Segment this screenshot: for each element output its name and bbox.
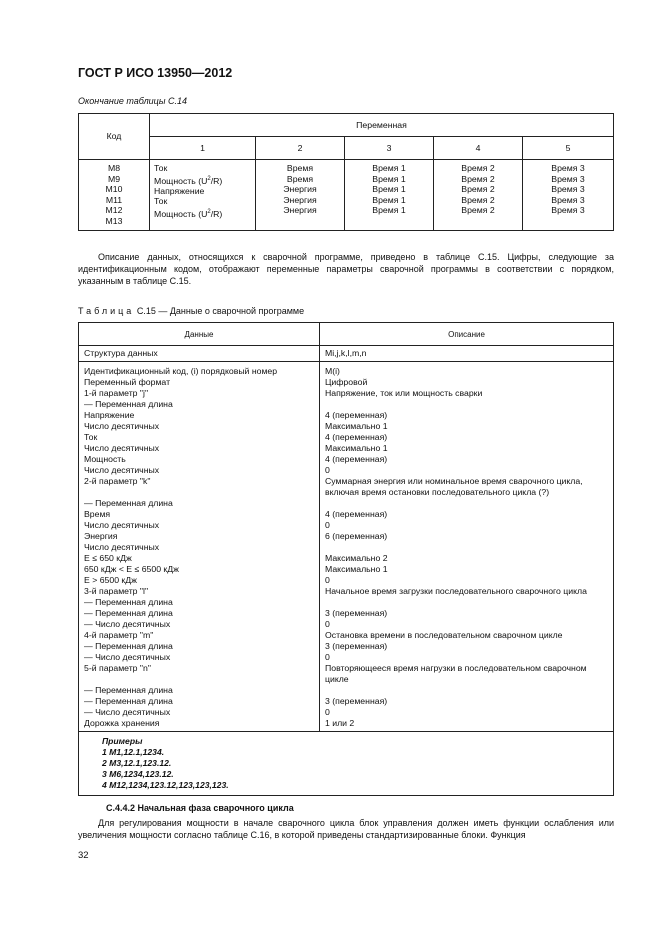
code: M9: [107, 173, 121, 184]
col-num: 1: [150, 137, 256, 160]
data-label: 5-й параметр "n": [84, 662, 151, 673]
col-variable-header: Переменная: [150, 114, 614, 137]
code: M11: [105, 194, 123, 205]
examples-cell: [79, 731, 614, 795]
data-label: Напряжение: [84, 409, 135, 420]
col1-cell: [150, 160, 256, 231]
data-label: 2-й параметр "k": [84, 475, 151, 486]
col5-cell: [523, 160, 614, 231]
value: Энергия: [283, 205, 317, 215]
subheading: С.4.4.2 Начальная фаза сварочного цикла: [106, 803, 294, 813]
data-label: — Переменная длина: [84, 596, 173, 607]
value: Энергия: [283, 194, 317, 205]
data-label: — Переменная длина: [84, 640, 173, 651]
value: Время 3: [551, 173, 585, 184]
value: Время 1: [372, 205, 406, 215]
table-15-caption: [78, 306, 304, 316]
data-label: — Переменная длина: [84, 398, 173, 409]
data-description: 0: [325, 464, 330, 475]
data-description: Максимально 1: [325, 563, 388, 574]
data-description: [325, 685, 608, 696]
data-column: [79, 361, 320, 731]
value: Время 3: [551, 184, 585, 194]
code: M8: [107, 163, 121, 173]
code: M12: [105, 205, 123, 215]
example: 4 M12,1234,123.12,123,123,123.: [102, 779, 229, 790]
data-label: Число десятичных: [84, 442, 160, 453]
col-code-header: Код: [79, 114, 150, 160]
data-label: — Число десятичных: [84, 706, 171, 717]
data-description: 0: [325, 519, 330, 530]
data-label: Дорожка хранения: [84, 717, 160, 728]
col3-cell: [345, 160, 434, 231]
value: Время 2: [461, 163, 495, 173]
caption-prefix: Таблица: [78, 306, 135, 316]
data-label: — Переменная длина: [84, 684, 173, 695]
data-label: — Число десятичных: [84, 618, 171, 629]
data-label: 4-й параметр "m": [84, 629, 154, 640]
value: Время 3: [551, 194, 585, 205]
value: Ток: [154, 196, 168, 207]
data-description: 1 или 2: [325, 717, 355, 728]
data-label: Число десятичных: [84, 420, 160, 431]
data-description: 6 (переменная): [325, 530, 388, 541]
data-description: Суммарная энергия или номинальное время сварочного цикла, включая время остановки последовательного цикла (?): [325, 475, 583, 497]
data-label: 1-й параметр "j": [84, 387, 149, 398]
table-14: [78, 113, 614, 231]
paragraph-2: Для регулирования мощности в начале сварочного цикла блок управления должен иметь функции ослабления или увеличения мощности согласно таблице С.16, в которой приведены стандартизированные блоки. Функция: [78, 818, 614, 840]
data-label: — Переменная длина: [84, 695, 173, 706]
data-description: 4 (переменная): [325, 409, 388, 420]
value: Время 1: [372, 173, 406, 184]
data-description: 4 (переменная): [325, 431, 388, 442]
value: Энергия: [283, 184, 317, 194]
value: Мощность $(U^2/R)$: [154, 208, 223, 219]
data-label: 650 кДж < E ≤ 6500 кДж: [84, 563, 179, 574]
value: Напряжение: [154, 185, 205, 196]
data-description: 0: [325, 618, 330, 629]
data-label: E > 6500 кДж: [84, 574, 137, 585]
value: Время: [286, 163, 314, 173]
value: Время 1: [372, 184, 406, 194]
data-label: Число десятичных: [84, 519, 160, 530]
data-description: Максимально 1: [325, 442, 388, 453]
col-num: 5: [523, 137, 614, 160]
data-description: Цифровой: [325, 376, 368, 387]
structure-value: Mi,j,k,l,m,n: [320, 346, 614, 362]
data-label: Мощность: [84, 453, 126, 464]
data-description: 0: [325, 651, 330, 662]
data-description: 3 (переменная): [325, 695, 388, 706]
data-description: 3 (переменная): [325, 607, 388, 618]
col4-cell: [434, 160, 523, 231]
data-description: [325, 498, 608, 509]
data-label: E ≤ 650 кДж: [84, 552, 132, 563]
data-description: [325, 597, 608, 608]
col-num: 3: [345, 137, 434, 160]
value: Мощность $(U^2/R)$: [154, 175, 223, 186]
codes-cell: [79, 160, 150, 231]
data-label: Идентификационный код, (i) порядковый номер: [84, 365, 278, 376]
data-description: [325, 542, 608, 553]
caption-text: С.15 — Данные о сварочной программе: [136, 306, 305, 316]
data-label: — Переменная длина: [84, 607, 173, 618]
value: Время 2: [461, 194, 495, 205]
value: Время 1: [372, 163, 406, 173]
value: Время 2: [461, 173, 495, 184]
code: M13: [105, 215, 123, 226]
data-description: Остановка времени в последовательном сварочном цикле: [325, 629, 563, 640]
col-num: 2: [256, 137, 345, 160]
data-description: 0: [325, 574, 330, 585]
col-data-header: Данные: [79, 323, 320, 346]
code: M10: [105, 184, 123, 194]
paragraph-1: Описание данных, относящихся к сварочной программе, приведено в таблице С.15. Цифры, следующие за идентификационным кодом, отображают переменные параметры сварочной программы в соответствии с порядком, указанным в таблице С.15.: [78, 252, 614, 286]
data-description: [325, 399, 608, 410]
example: 1 M1,12.1,1234.: [102, 746, 165, 757]
example: 3 M6,1234,123.12.: [102, 768, 174, 779]
data-description: 3 (переменная): [325, 640, 388, 651]
data-description: M(i): [325, 365, 340, 376]
value: Время 3: [551, 163, 585, 173]
structure-label: Структура данных: [79, 346, 320, 362]
value: Время: [286, 173, 314, 184]
data-label: — Переменная длина: [84, 497, 173, 508]
data-label: 3-й параметр "l": [84, 585, 149, 596]
table-15: [78, 322, 614, 796]
value: Время 1: [372, 194, 406, 205]
value: Время 2: [461, 205, 495, 215]
document-header: ГОСТ Р ИСО 13950—2012: [78, 66, 233, 80]
data-description: Начальное время загрузки последовательного сварочного цикла: [325, 585, 587, 596]
data-description: Максимально 1: [325, 420, 388, 431]
col-desc-header: Описание: [320, 323, 614, 346]
data-description: Повторяющееся время нагрузки в последовательном сварочном цикле: [325, 662, 587, 684]
value: Время 2: [461, 184, 495, 194]
data-label: Число десятичных: [84, 541, 160, 552]
data-label: Переменный формат: [84, 376, 171, 387]
data-description: Максимально 2: [325, 552, 388, 563]
examples-title: Примеры: [102, 735, 143, 746]
data-description: 4 (переменная): [325, 453, 388, 464]
example: 2 M3,12.1,123.12.: [102, 757, 172, 768]
data-label: Время: [84, 508, 111, 519]
table-14-caption: Окончание таблицы С.14: [78, 96, 187, 106]
desc-column: [320, 361, 614, 731]
data-label: — Число десятичных: [84, 651, 171, 662]
page-number: 32: [78, 850, 89, 861]
value: Время 3: [551, 205, 585, 215]
data-label: Число десятичных: [84, 464, 160, 475]
data-description: Напряжение, ток или мощность сварки: [325, 387, 483, 398]
data-label: Ток: [84, 431, 98, 442]
data-label: Энергия: [84, 530, 118, 541]
col2-cell: [256, 160, 345, 231]
value: Ток: [154, 163, 168, 173]
data-description: 4 (переменная): [325, 508, 388, 519]
data-description: 0: [325, 706, 330, 717]
col-num: 4: [434, 137, 523, 160]
